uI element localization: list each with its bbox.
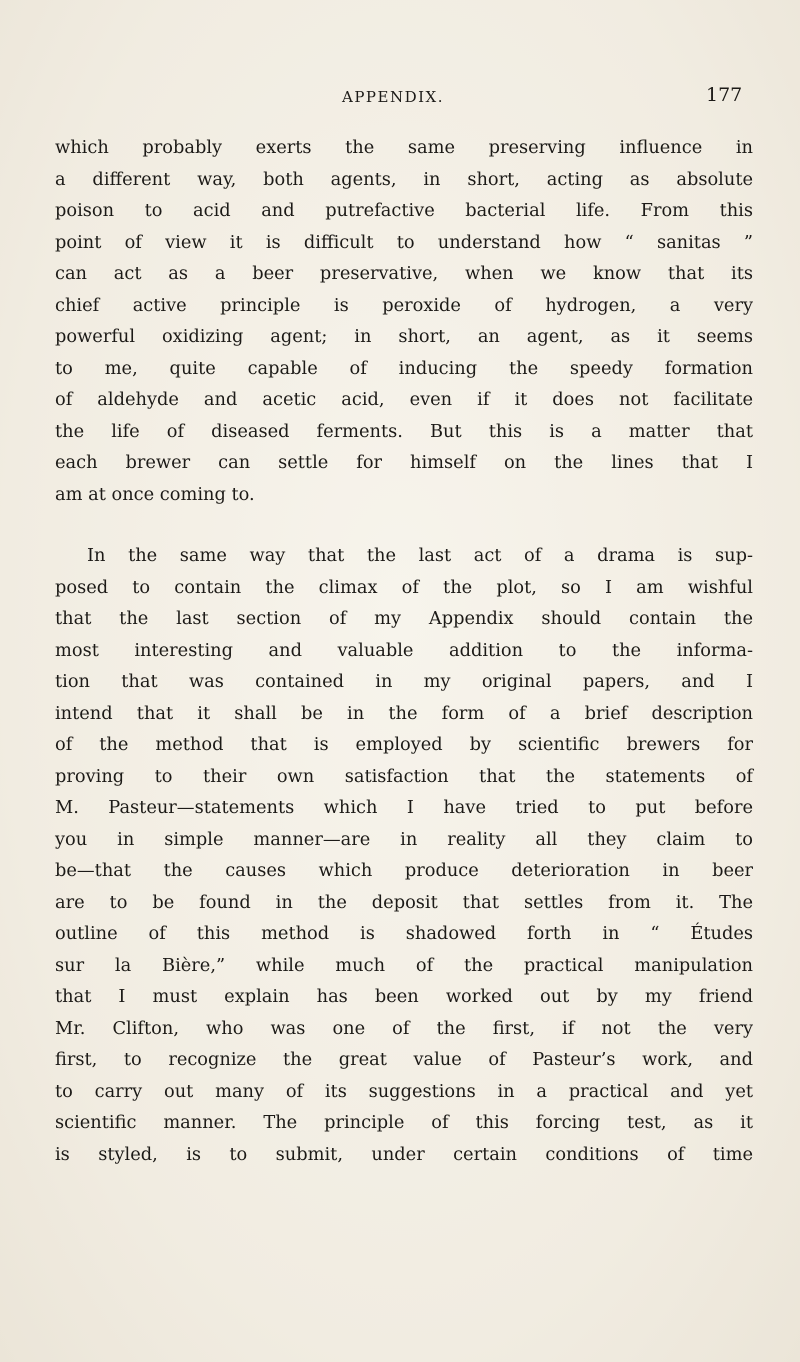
text-line: are to be found in the deposit that settles from it. The <box>55 891 753 913</box>
text-line: am at once coming to. <box>55 483 255 505</box>
paragraph-2 <box>55 540 753 1170</box>
running-head: APPENDIX. <box>342 88 444 106</box>
text-line: be—that the causes which produce deterioration in beer <box>55 860 753 881</box>
text-line: scientific manner. The principle of this forcing test, as it <box>55 1112 753 1133</box>
text-line: outline of this method is shadowed forth in “ Études <box>55 923 753 944</box>
text-line: posed to contain the climax of the plot, so I am wishful <box>55 576 753 598</box>
page-header <box>0 84 800 114</box>
text-line: each brewer can settle for himself on the lines that I <box>55 452 753 473</box>
text-line: which probably exerts the same preserving influence in <box>55 137 753 158</box>
text-line: of aldehyde and acetic acid, even if it does not facilitate <box>55 389 753 410</box>
text-line: In the same way that the last act of a drama is sup- <box>87 545 753 566</box>
text-line: sur la Bière,” while much of the practical manipulation <box>55 954 753 976</box>
text-line: a different way, both agents, in short, acting as absolute <box>55 168 753 190</box>
text-line: that the last section of my Appendix should contain the <box>55 608 753 629</box>
text-line: most interesting and valuable addition to the informa- <box>55 639 753 661</box>
text-line: tion that was contained in my original papers, and I <box>55 671 753 692</box>
text-line: you in simple manner—are in reality all they claim to <box>55 828 753 850</box>
text-line: intend that it shall be in the form of a brief description <box>55 702 753 724</box>
text-line: proving to their own satisfaction that the statements of <box>55 765 753 787</box>
text-line: of the method that is employed by scientific brewers for <box>55 734 753 755</box>
paragraph-gap <box>55 510 753 540</box>
text-line: to me, quite capable of inducing the speedy formation <box>55 357 753 379</box>
text-line: M. Pasteur—statements which I have tried to put before <box>55 797 753 818</box>
text-line: first, to recognize the great value of Pasteur’s work, and <box>55 1049 753 1070</box>
page-number: 177 <box>706 84 743 106</box>
text-line: the life of diseased ferments. But this is a matter that <box>55 420 753 442</box>
text-line: Mr. Clifton, who was one of the first, if not the very <box>55 1017 753 1039</box>
text-line: powerful oxidizing agent; in short, an agent, as it seems <box>55 326 753 347</box>
text-line: can act as a beer preservative, when we know that its <box>55 263 753 284</box>
text-line: point of view it is difficult to understand how “ sanitas ” <box>55 231 753 253</box>
text-line: that I must explain has been worked out by my friend <box>55 986 753 1007</box>
body-text <box>55 132 753 1170</box>
paragraph-1 <box>55 132 753 510</box>
text-line: to carry out many of its suggestions in a practical and yet <box>55 1080 753 1102</box>
text-line: chief active principle is peroxide of hydrogen, a very <box>55 294 753 316</box>
text-line: poison to acid and putrefactive bacterial life. From this <box>55 200 753 221</box>
text-line: is styled, is to submit, under certain conditions of time <box>55 1143 753 1165</box>
